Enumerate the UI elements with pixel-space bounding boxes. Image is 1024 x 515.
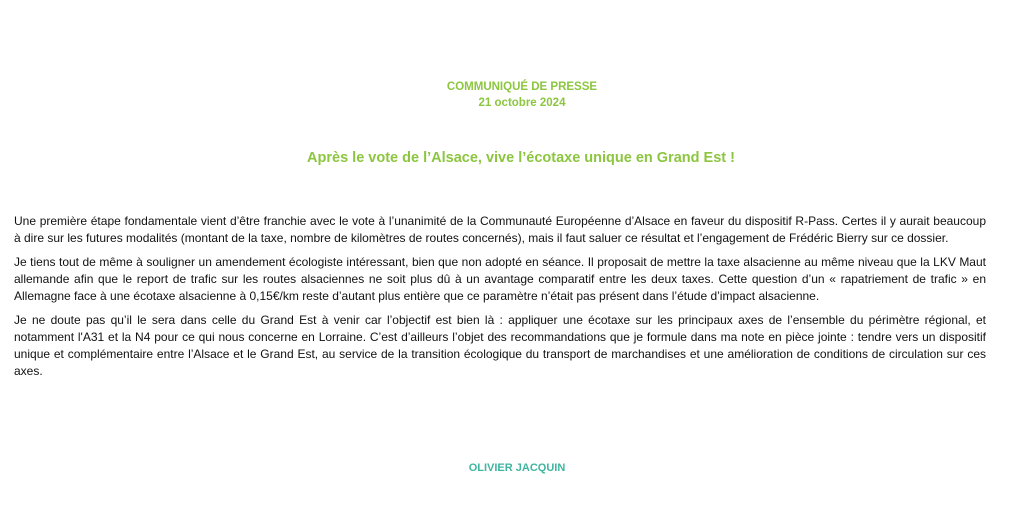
press-release-date: 21 octobre 2024 (478, 97, 566, 109)
signature: OLIVIER JACQUIN (468, 462, 566, 474)
press-release-body (14, 213, 986, 387)
press-release-header (0, 79, 1024, 111)
body-paragraph-1: Une première étape fondamentale vient d’être franchie avec le vote à l’unanimité de la Communauté Européenne d’Alsace en faveur du dispositif R-Pass. Certes il y aurait beaucoup à dire sur les futures modalités (montant de la taxe, nombre de kilomètres de routes concernés), mais il faut saluer ce résultat et l’engagement de Frédéric Bierry sur ce dossier. (14, 214, 986, 245)
body-paragraph-2: Je tiens tout de même à souligner un amendement écologiste intéressant, bien que non adopté en séance. Il proposait de mettre la taxe alsacienne au même niveau que la LKV Maut allemande afin que le report de trafic sur les routes alsaciennes ne soit plus dû à un avantage comparatif entre les deux taxes. Cette question d’un « rapatriement de trafic » en Allemagne face à une écotaxe alsacienne à 0,15€/km reste d’autant plus entière que ce paramètre n’était pas présent dans l’étude d’impact alsacienne. (14, 255, 986, 303)
page-title: Après le vote de l’Alsace, vive l’écotaxe unique en Grand Est ! (307, 150, 735, 166)
body-paragraph-3: Je ne doute pas qu’il le sera dans celle du Grand Est à venir car l’objectif est bien là : appliquer une écotaxe sur les principaux axes de l’ensemble du périmètre régional, et notamment l'A31 et la N4 pour ce qui nous concerne en Lorraine. C’est d’ailleurs l’objet des recommandations que je formule dans ma note en pièce jointe : tendre vers un dispositif unique et complémentaire entre l’Alsace et le Grand Est, au service de la transition écologique du transport de marchandises et une amélioration de conditions de circulation sur ces axes. (14, 313, 986, 378)
press-release-label: COMMUNIQUÉ DE PRESSE (446, 81, 598, 93)
